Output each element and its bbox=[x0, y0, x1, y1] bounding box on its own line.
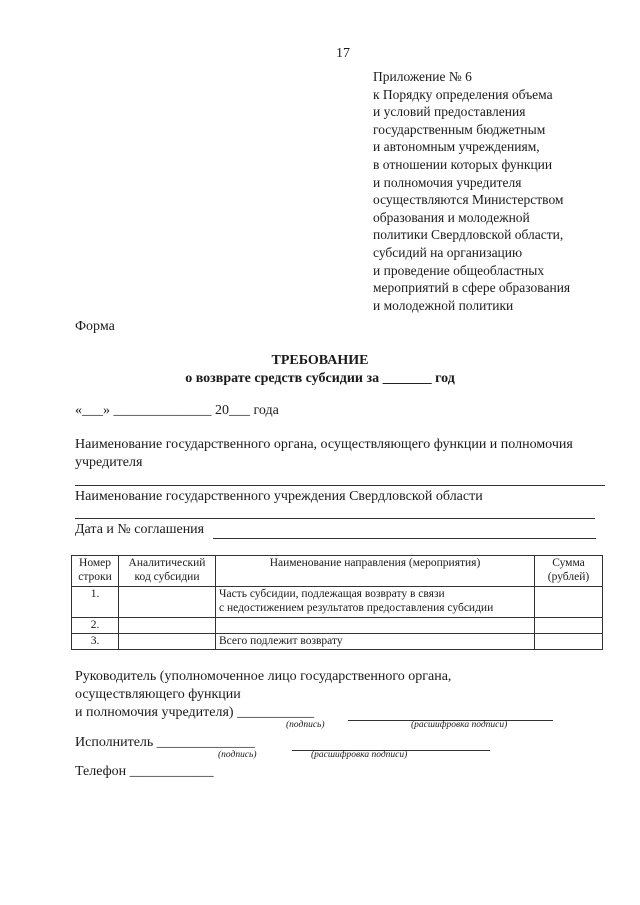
table-cell bbox=[119, 587, 216, 618]
table-header-cell: Наименование направления (мероприятия) bbox=[216, 556, 535, 587]
table-row bbox=[72, 587, 603, 618]
executor-sign-caption: (подпись) bbox=[218, 750, 257, 760]
table-row bbox=[72, 634, 603, 650]
table-cell: Часть субсидии, подлежащая возврату в связи с недостижением результатов предоставления субсидии bbox=[216, 587, 535, 618]
table-cell bbox=[119, 618, 216, 634]
table-cell: Всего подлежит возврату bbox=[216, 634, 535, 650]
table-cell bbox=[535, 618, 603, 634]
date-line: «___» ______________ 20___ года bbox=[75, 403, 279, 418]
appendix-line: политики Свердловской области, bbox=[373, 227, 564, 243]
institution-name-line bbox=[75, 518, 595, 519]
head-sign-caption: (подпись) bbox=[286, 720, 325, 730]
agreement-label: Дата и № соглашения bbox=[75, 522, 205, 537]
table-header-cell: Аналитический код субсидии bbox=[119, 556, 216, 587]
table-header-cell: Сумма (рублей) bbox=[535, 556, 603, 587]
authority-name-label-cont: учредителя bbox=[75, 455, 143, 470]
appendix-line: Приложение № 6 bbox=[373, 69, 472, 84]
document-title bbox=[0, 352, 640, 388]
table-cell: 3. bbox=[72, 634, 119, 650]
head-signature-label: Руководитель (уполномоченное лицо государственного органа, bbox=[75, 669, 452, 684]
appendix-line: образования и молодежной bbox=[373, 209, 530, 225]
table-row bbox=[72, 618, 603, 634]
appendix-line: государственным бюджетным bbox=[373, 121, 546, 137]
agreement-line bbox=[213, 538, 596, 539]
refund-table bbox=[71, 555, 603, 650]
table-cell bbox=[216, 618, 535, 634]
table-cell: 1. bbox=[72, 587, 119, 618]
head-decode-caption: (расшифровка подписи) bbox=[411, 720, 508, 730]
table-header-cell: Номер строки bbox=[72, 556, 119, 587]
table-cell bbox=[535, 587, 603, 618]
authority-name-line bbox=[75, 485, 605, 486]
appendix-line: и проведение общеобластных bbox=[373, 262, 545, 278]
title-sub: о возврате средств субсидии за _______ год bbox=[185, 371, 455, 386]
executor-label: Исполнитель ______________ bbox=[75, 735, 255, 750]
appendix-line: и условий предоставления bbox=[373, 104, 526, 120]
page-number: 17 bbox=[336, 46, 350, 61]
table-header-row bbox=[72, 556, 603, 587]
title-main: ТРЕБОВАНИЕ bbox=[271, 353, 369, 368]
institution-name-label: Наименование государственного учреждения Свердловской области bbox=[75, 489, 483, 504]
appendix-line: в отношении которых функции bbox=[373, 156, 553, 172]
phone-label: Телефон ____________ bbox=[75, 764, 214, 779]
table-cell bbox=[119, 634, 216, 650]
authority-name-label: Наименование государственного органа, осуществляющего функции и полномочия bbox=[75, 437, 573, 452]
table-cell bbox=[535, 634, 603, 650]
table-cell: 2. bbox=[72, 618, 119, 634]
appendix-line: и автономным учреждениям, bbox=[373, 139, 540, 155]
appendix-line: и полномочия учредителя bbox=[373, 174, 522, 190]
head-signature-label-cont: осуществляющего функции bbox=[75, 687, 241, 702]
appendix-line: мероприятий в сфере образования bbox=[373, 280, 571, 296]
head-signature-label-end: и полномочия учредителя) ___________ bbox=[75, 705, 315, 720]
appendix-line: и молодежной политики bbox=[373, 297, 514, 313]
appendix-line: субсидий на организацию bbox=[373, 244, 523, 260]
appendix-line: осуществляются Министерством bbox=[373, 192, 564, 208]
appendix-line: к Порядку определения объема bbox=[373, 86, 553, 102]
executor-decode-caption: (расшифровка подписи) bbox=[311, 750, 408, 760]
appendix-block bbox=[373, 68, 570, 314]
form-label: Форма bbox=[75, 319, 115, 334]
